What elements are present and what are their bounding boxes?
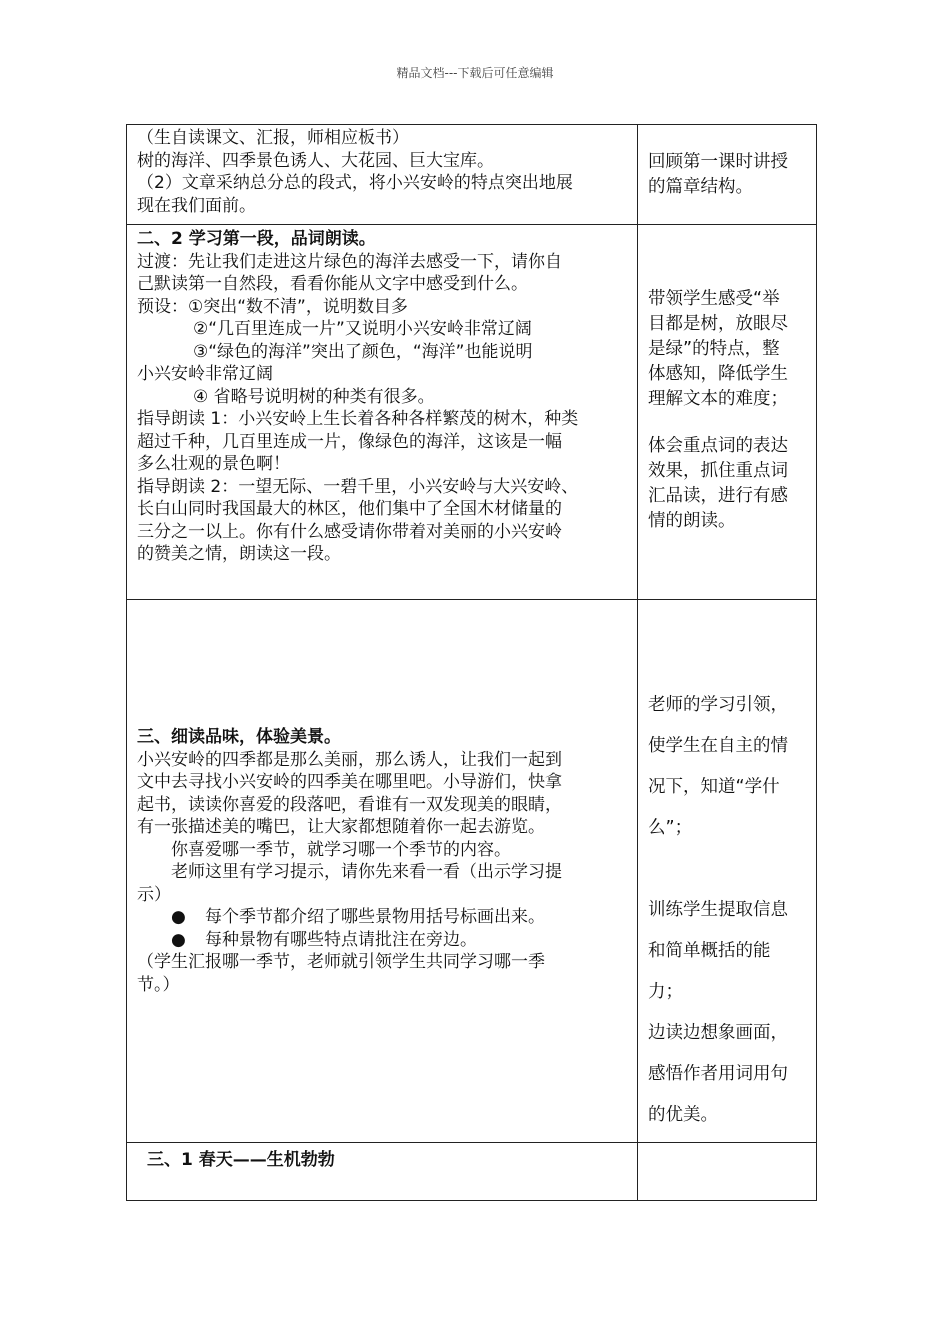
section-heading: 三、细读品味，体验美景。 bbox=[137, 727, 341, 747]
text-line: 小兴安岭的四季都是那么美丽，那么诱人，让我们一起到 bbox=[137, 749, 562, 770]
text-line: 你喜爱哪一季节，就学习哪一个季节的内容。 bbox=[171, 839, 511, 860]
note-line: 训练学生提取信息 bbox=[648, 900, 788, 920]
note-cell bbox=[638, 225, 817, 600]
text-line: 超过千种，几百里连成一片，像绿色的海洋，这该是一幅 bbox=[137, 431, 562, 452]
text-line: 节。） bbox=[137, 974, 180, 995]
note-line: 理解文本的难度； bbox=[648, 389, 788, 409]
text-line: 小兴安岭非常辽阔 bbox=[137, 364, 273, 384]
note-line: 目都是树，放眼尽 bbox=[648, 314, 788, 334]
text-line: 预设：①突出“数不清”，说明数目多 bbox=[137, 296, 408, 317]
note-spacer bbox=[648, 849, 816, 890]
note-cell bbox=[638, 600, 817, 1143]
text-line: 的赞美之情，朗读这一段。 bbox=[137, 544, 341, 564]
note-line: 边读边想象画面， bbox=[648, 1023, 788, 1043]
text-line: 有一张描述美的嘴巴，让大家都想随着你一起去游览。 bbox=[137, 817, 545, 837]
text-line: 指导朗读 2：一望无际、一碧千里，小兴安岭与大兴安岭、 bbox=[137, 476, 579, 497]
page-header: 精品文档---下载后可任意编辑 bbox=[396, 66, 554, 80]
note-line: 效果，抓住重点词 bbox=[648, 461, 788, 481]
text-line: 己默读第一自然段，看看你能从文字中感受到什么。 bbox=[137, 274, 528, 294]
text-line: 树的海洋、四季景色诱人、大花园、巨大宝库。 bbox=[137, 150, 494, 171]
text-line: ③“绿色的海洋”突出了颜色，“海洋”也能说明 bbox=[193, 341, 533, 362]
note-line: 和简单概括的能 bbox=[648, 941, 771, 961]
text-line: （生自读课文、汇报，师相应板书） bbox=[137, 128, 409, 148]
note-line: 力； bbox=[648, 982, 683, 1002]
note-line: 的优美。 bbox=[648, 1105, 718, 1125]
main-cell bbox=[127, 600, 638, 1143]
note-line: 么”； bbox=[648, 818, 693, 838]
text-line: 老师这里有学习提示，请你先来看一看（出示学习提 bbox=[171, 862, 562, 882]
text-line: 三分之一以上。你有什么感受请你带着对美丽的小兴安岭 bbox=[137, 521, 562, 542]
note-line: 使学生在自主的情 bbox=[648, 736, 788, 756]
text-line: （2）文章采纳总分总的段式，将小兴安岭的特点突出地展 bbox=[137, 173, 573, 193]
list-item-text: 每个季节都介绍了哪些景物用括号标画出来。 bbox=[205, 907, 545, 927]
note-cell bbox=[638, 1143, 817, 1201]
table-row bbox=[127, 125, 817, 225]
table-row bbox=[127, 600, 817, 1143]
text-line: 过渡：先让我们走进这片绿色的海洋去感受一下，请你自 bbox=[137, 251, 562, 272]
text-line: 现在我们面前。 bbox=[137, 195, 256, 216]
table-row bbox=[127, 1143, 817, 1201]
list-item bbox=[137, 906, 637, 929]
note-line: 的篇章结构。 bbox=[648, 176, 753, 197]
text-line: 起书，读读你喜爱的段落吧，看谁有一双发现美的眼睛， bbox=[137, 794, 562, 815]
note-line: 回顾第一课时讲授 bbox=[648, 151, 788, 172]
text-line: 指导朗读 1：小兴安岭上生长着各种各样繁茂的树木，种类 bbox=[137, 409, 579, 429]
note-line: 体感知，降低学生 bbox=[648, 364, 788, 384]
section-heading: 二、2 学习第一段，品词朗读。 bbox=[137, 229, 376, 249]
text-line: 示） bbox=[137, 884, 171, 905]
list-item bbox=[137, 929, 637, 952]
table-row bbox=[127, 225, 817, 600]
text-line: 长白山同时我国最大的林区，他们集中了全国木材储量的 bbox=[137, 499, 562, 519]
bullet-icon: ● bbox=[171, 929, 186, 950]
main-cell bbox=[127, 125, 638, 225]
note-cell bbox=[638, 125, 817, 225]
note-line: 老师的学习引领， bbox=[648, 695, 788, 715]
main-cell bbox=[127, 225, 638, 600]
bullet-icon: ● bbox=[171, 907, 186, 927]
text-line: ②“几百里连成一片”又说明小兴安岭非常辽阔 bbox=[193, 319, 532, 339]
note-spacer bbox=[648, 412, 816, 434]
text-line: ④ 省略号说明树的种类有很多。 bbox=[193, 386, 435, 407]
note-line: 汇品读，进行有感 bbox=[648, 486, 788, 506]
text-line: 文中去寻找小兴安岭的四季美在哪里吧。小导游们，快拿 bbox=[137, 772, 562, 792]
note-line: 体会重点词的表达 bbox=[648, 436, 788, 456]
note-line: 是绿”的特点，整 bbox=[648, 339, 780, 359]
note-line: 感悟作者用词用句 bbox=[648, 1064, 788, 1084]
main-cell bbox=[127, 1143, 638, 1201]
list-item-text: 每种景物有哪些特点请批注在旁边。 bbox=[205, 929, 477, 950]
note-line: 情的朗读。 bbox=[648, 511, 736, 531]
text-line: 多么壮观的景色啊！ bbox=[137, 454, 290, 474]
section-heading: 三、1 春天——生机勃勃 bbox=[147, 1150, 335, 1170]
text-line: （学生汇报哪一季节，老师就引领学生共同学习哪一季 bbox=[137, 952, 545, 972]
lesson-plan-table bbox=[126, 124, 817, 1201]
note-line: 况下，知道“学什 bbox=[648, 777, 780, 797]
note-line: 带领学生感受“举 bbox=[648, 289, 780, 309]
